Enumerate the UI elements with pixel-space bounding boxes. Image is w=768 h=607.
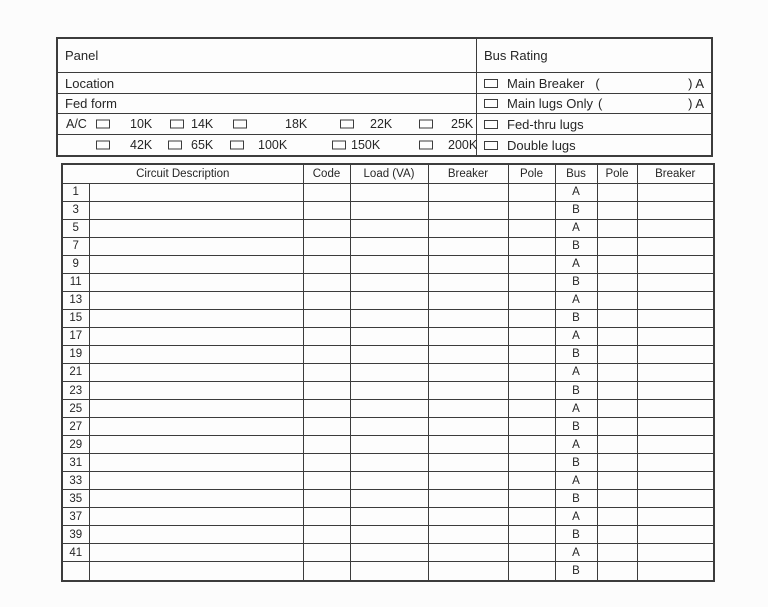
ac-18k-checkbox[interactable]	[233, 120, 247, 129]
breaker-right-cell	[637, 508, 714, 526]
main-breaker-label: Main Breaker	[507, 75, 585, 91]
bus-cell: B	[555, 526, 597, 544]
circuit-description-cell	[89, 508, 303, 526]
ac-18k-label: 18K	[285, 117, 308, 131]
fed-from-field-label: Fed form	[65, 96, 118, 111]
breaker-left-cell	[428, 562, 508, 581]
breaker-right-cell	[637, 544, 714, 562]
circuit-description-cell	[89, 309, 303, 327]
load-cell	[350, 201, 428, 219]
code-cell	[303, 327, 350, 345]
fed-thru-lugs-option	[477, 113, 711, 134]
double-lugs-label: Double lugs	[507, 137, 576, 153]
pole-left-cell	[508, 454, 555, 472]
circuit-number-cell: 19	[62, 345, 89, 363]
pole-left-cell	[508, 219, 555, 237]
bus-cell: A	[555, 255, 597, 273]
breaker-right-cell	[637, 490, 714, 508]
pole-left-cell	[508, 255, 555, 273]
code-cell	[303, 508, 350, 526]
header-breaker-right: Breaker	[637, 164, 714, 183]
main-breaker-checkbox[interactable]	[484, 79, 498, 88]
circuit-number-cell: 33	[62, 472, 89, 490]
circuit-description-cell	[89, 418, 303, 436]
pole-left-cell	[508, 309, 555, 327]
circuit-row	[62, 255, 714, 273]
breaker-left-cell	[428, 418, 508, 436]
circuit-number-cell: 37	[62, 508, 89, 526]
bus-cell: A	[555, 183, 597, 201]
main-lugs-only-label: Main lugs Only	[507, 96, 593, 111]
circuit-description-cell	[89, 255, 303, 273]
main-lugs-only-option	[477, 93, 711, 113]
bus-rating-label: Bus Rating	[484, 48, 548, 63]
breaker-left-cell	[428, 345, 508, 363]
circuit-row	[62, 327, 714, 345]
breaker-left-cell	[428, 382, 508, 400]
breaker-left-cell	[428, 436, 508, 454]
ac-22k-checkbox[interactable]	[340, 120, 354, 129]
circuit-row	[62, 382, 714, 400]
breaker-left-cell	[428, 183, 508, 201]
fed-thru-lugs-label: Fed-thru lugs	[507, 116, 584, 132]
code-cell	[303, 255, 350, 273]
circuit-row	[62, 472, 714, 490]
circuit-number-cell: 13	[62, 291, 89, 309]
ac-rating-row-1	[58, 113, 477, 134]
bus-cell: B	[555, 309, 597, 327]
pole-left-cell	[508, 526, 555, 544]
ac-22k-label: 22K	[370, 117, 393, 131]
pole-right-cell	[597, 562, 637, 581]
circuit-number-cell: 41	[62, 544, 89, 562]
breaker-left-cell	[428, 255, 508, 273]
code-cell	[303, 291, 350, 309]
code-cell	[303, 472, 350, 490]
circuit-number-cell: 3	[62, 201, 89, 219]
pole-right-cell	[597, 183, 637, 201]
pole-left-cell	[508, 291, 555, 309]
circuit-row	[62, 291, 714, 309]
pole-right-cell	[597, 436, 637, 454]
code-cell	[303, 237, 350, 255]
circuit-number-cell: 25	[62, 400, 89, 418]
load-cell	[350, 382, 428, 400]
breaker-left-cell	[428, 508, 508, 526]
circuit-row	[62, 219, 714, 237]
pole-left-cell	[508, 436, 555, 454]
pole-left-cell	[508, 201, 555, 219]
load-cell	[350, 255, 428, 273]
bus-cell: A	[555, 436, 597, 454]
bus-cell: B	[555, 201, 597, 219]
bus-cell: A	[555, 400, 597, 418]
pole-right-cell	[597, 237, 637, 255]
ac-42k-label: 42K	[130, 138, 153, 152]
bus-cell: B	[555, 490, 597, 508]
pole-left-cell	[508, 345, 555, 363]
circuit-number-cell: 7	[62, 237, 89, 255]
bus-cell: A	[555, 219, 597, 237]
pole-left-cell	[508, 508, 555, 526]
breaker-right-cell	[637, 219, 714, 237]
load-cell	[350, 508, 428, 526]
header-bus: Bus	[555, 164, 597, 183]
ac-42k-checkbox[interactable]	[96, 141, 110, 150]
breaker-left-cell	[428, 327, 508, 345]
pole-left-cell	[508, 472, 555, 490]
pole-left-cell	[508, 544, 555, 562]
ac-10k-checkbox[interactable]	[96, 120, 110, 129]
pole-right-cell	[597, 327, 637, 345]
load-cell	[350, 400, 428, 418]
circuit-description-cell	[89, 562, 303, 581]
circuit-row	[62, 436, 714, 454]
main-breaker-paren-close: ) A	[688, 75, 704, 91]
circuit-description-cell	[89, 544, 303, 562]
pole-right-cell	[597, 472, 637, 490]
code-cell	[303, 201, 350, 219]
circuit-row	[62, 562, 714, 581]
breaker-right-cell	[637, 454, 714, 472]
load-cell	[350, 526, 428, 544]
main-breaker-paren-open: (	[595, 75, 600, 91]
pole-right-cell	[597, 382, 637, 400]
circuit-description-cell	[89, 400, 303, 418]
ac-150k-checkbox[interactable]	[332, 141, 346, 150]
pole-right-cell	[597, 508, 637, 526]
location-field	[58, 72, 477, 93]
load-cell	[350, 309, 428, 327]
breaker-left-cell	[428, 526, 508, 544]
bus-cell: B	[555, 454, 597, 472]
pole-left-cell	[508, 363, 555, 381]
circuit-description-cell	[89, 291, 303, 309]
pole-right-cell	[597, 345, 637, 363]
ac-65k-checkbox[interactable]	[168, 141, 182, 150]
code-cell	[303, 418, 350, 436]
code-cell	[303, 544, 350, 562]
circuit-description-cell	[89, 382, 303, 400]
ac-150k-label: 150K	[351, 138, 381, 152]
breaker-left-cell	[428, 273, 508, 291]
breaker-right-cell	[637, 562, 714, 581]
circuit-schedule-table	[61, 163, 715, 582]
breaker-left-cell	[428, 219, 508, 237]
circuit-description-cell	[89, 273, 303, 291]
bus-rating-header	[477, 39, 711, 72]
header-code: Code	[303, 164, 350, 183]
panel-info-box	[56, 37, 713, 157]
circuit-row	[62, 273, 714, 291]
code-cell	[303, 183, 350, 201]
circuit-number-cell: 31	[62, 454, 89, 472]
code-cell	[303, 526, 350, 544]
load-cell	[350, 562, 428, 581]
circuit-number-cell: 11	[62, 273, 89, 291]
circuit-number-cell: 35	[62, 490, 89, 508]
breaker-right-cell	[637, 201, 714, 219]
breaker-right-cell	[637, 382, 714, 400]
ac-label: A/C	[66, 117, 87, 131]
circuit-row	[62, 508, 714, 526]
pole-right-cell	[597, 201, 637, 219]
circuit-row	[62, 490, 714, 508]
pole-right-cell	[597, 291, 637, 309]
ac-200k-checkbox[interactable]	[419, 141, 433, 150]
code-cell	[303, 490, 350, 508]
load-cell	[350, 183, 428, 201]
circuit-number-cell: 5	[62, 219, 89, 237]
table-header-row	[62, 164, 714, 183]
breaker-right-cell	[637, 526, 714, 544]
double-lugs-option	[477, 134, 711, 155]
breaker-right-cell	[637, 363, 714, 381]
breaker-right-cell	[637, 436, 714, 454]
load-cell	[350, 327, 428, 345]
breaker-right-cell	[637, 183, 714, 201]
circuit-description-cell	[89, 219, 303, 237]
header-pole-right: Pole	[597, 164, 637, 183]
load-cell	[350, 454, 428, 472]
circuit-row	[62, 183, 714, 201]
pole-left-cell	[508, 183, 555, 201]
double-lugs-checkbox[interactable]	[484, 141, 498, 150]
circuit-row	[62, 400, 714, 418]
code-cell	[303, 454, 350, 472]
circuit-number-cell: 39	[62, 526, 89, 544]
breaker-right-cell	[637, 400, 714, 418]
header-circuit-description: Circuit Description	[62, 164, 303, 183]
breaker-left-cell	[428, 454, 508, 472]
circuit-row	[62, 418, 714, 436]
fed-from-field	[58, 93, 477, 113]
circuit-row	[62, 345, 714, 363]
circuit-row	[62, 201, 714, 219]
header-load-va: Load (VA)	[350, 164, 428, 183]
load-cell	[350, 418, 428, 436]
bus-cell: A	[555, 291, 597, 309]
code-cell	[303, 382, 350, 400]
pole-right-cell	[597, 490, 637, 508]
breaker-left-cell	[428, 490, 508, 508]
circuit-description-cell	[89, 490, 303, 508]
code-cell	[303, 219, 350, 237]
breaker-right-cell	[637, 327, 714, 345]
circuit-row	[62, 309, 714, 327]
circuit-description-cell	[89, 454, 303, 472]
circuit-description-cell	[89, 201, 303, 219]
code-cell	[303, 309, 350, 327]
bus-cell: A	[555, 544, 597, 562]
breaker-left-cell	[428, 309, 508, 327]
circuit-description-cell	[89, 327, 303, 345]
bus-cell: B	[555, 273, 597, 291]
load-cell	[350, 219, 428, 237]
load-cell	[350, 363, 428, 381]
load-cell	[350, 472, 428, 490]
pole-right-cell	[597, 400, 637, 418]
circuit-number-cell: 27	[62, 418, 89, 436]
main-breaker-option	[477, 72, 711, 93]
location-field-label: Location	[65, 75, 115, 91]
circuit-row	[62, 526, 714, 544]
circuit-description-cell	[89, 183, 303, 201]
ac-14k-label: 14K	[191, 117, 214, 131]
load-cell	[350, 544, 428, 562]
pole-left-cell	[508, 237, 555, 255]
breaker-right-cell	[637, 309, 714, 327]
breaker-left-cell	[428, 237, 508, 255]
breaker-left-cell	[428, 363, 508, 381]
pole-right-cell	[597, 544, 637, 562]
circuit-table-body	[62, 183, 714, 581]
bus-cell: A	[555, 327, 597, 345]
breaker-left-cell	[428, 291, 508, 309]
pole-right-cell	[597, 219, 637, 237]
fed-thru-lugs-checkbox[interactable]	[484, 120, 498, 129]
load-cell	[350, 436, 428, 454]
bus-cell: A	[555, 363, 597, 381]
bus-cell: A	[555, 508, 597, 526]
bus-cell: B	[555, 418, 597, 436]
pole-right-cell	[597, 273, 637, 291]
ac-100k-label: 100K	[258, 138, 288, 152]
pole-left-cell	[508, 400, 555, 418]
breaker-right-cell	[637, 418, 714, 436]
circuit-number-cell: 29	[62, 436, 89, 454]
main-lugs-only-paren-close: ) A	[688, 96, 704, 111]
bus-cell: B	[555, 237, 597, 255]
load-cell	[350, 345, 428, 363]
breaker-right-cell	[637, 237, 714, 255]
pole-right-cell	[597, 418, 637, 436]
pole-left-cell	[508, 490, 555, 508]
pole-left-cell	[508, 418, 555, 436]
breaker-right-cell	[637, 291, 714, 309]
ac-25k-label: 25K	[451, 117, 474, 131]
pole-right-cell	[597, 454, 637, 472]
panel-field-label: Panel	[65, 48, 99, 63]
breaker-left-cell	[428, 201, 508, 219]
code-cell	[303, 363, 350, 381]
bus-cell: B	[555, 345, 597, 363]
load-cell	[350, 490, 428, 508]
breaker-left-cell	[428, 544, 508, 562]
main-lugs-only-paren-open: (	[597, 96, 603, 111]
circuit-description-cell	[89, 363, 303, 381]
circuit-number-cell: 15	[62, 309, 89, 327]
circuit-description-cell	[89, 526, 303, 544]
circuit-number-cell: 23	[62, 382, 89, 400]
bus-cell: A	[555, 472, 597, 490]
header-breaker-left: Breaker	[428, 164, 508, 183]
ac-10k-label: 10K	[130, 117, 153, 131]
circuit-number-cell: 9	[62, 255, 89, 273]
circuit-description-cell	[89, 345, 303, 363]
load-cell	[350, 273, 428, 291]
circuit-description-cell	[89, 472, 303, 490]
circuit-row	[62, 544, 714, 562]
circuit-number-cell	[62, 562, 89, 581]
circuit-number-cell: 21	[62, 363, 89, 381]
breaker-left-cell	[428, 400, 508, 418]
pole-right-cell	[597, 255, 637, 273]
load-cell	[350, 291, 428, 309]
bus-cell: B	[555, 382, 597, 400]
ac-rating-row-2	[58, 134, 477, 155]
circuit-row	[62, 363, 714, 381]
circuit-row	[62, 454, 714, 472]
code-cell	[303, 436, 350, 454]
circuit-description-cell	[89, 237, 303, 255]
panel-field	[58, 39, 477, 72]
pole-left-cell	[508, 327, 555, 345]
breaker-right-cell	[637, 273, 714, 291]
circuit-description-cell	[89, 436, 303, 454]
bus-cell: B	[555, 562, 597, 581]
breaker-right-cell	[637, 472, 714, 490]
header-pole-left: Pole	[508, 164, 555, 183]
pole-left-cell	[508, 562, 555, 581]
pole-left-cell	[508, 273, 555, 291]
code-cell	[303, 273, 350, 291]
ac-65k-label: 65K	[191, 138, 214, 152]
breaker-left-cell	[428, 472, 508, 490]
ac-200k-label: 200K	[448, 138, 478, 152]
breaker-right-cell	[637, 255, 714, 273]
pole-right-cell	[597, 363, 637, 381]
circuit-number-cell: 1	[62, 183, 89, 201]
ac-14k-checkbox[interactable]	[170, 120, 184, 129]
circuit-number-cell: 17	[62, 327, 89, 345]
pole-left-cell	[508, 382, 555, 400]
ac-25k-checkbox[interactable]	[419, 120, 433, 129]
code-cell	[303, 345, 350, 363]
ac-100k-checkbox[interactable]	[230, 141, 244, 150]
main-lugs-only-checkbox[interactable]	[484, 99, 498, 108]
pole-right-cell	[597, 526, 637, 544]
code-cell	[303, 400, 350, 418]
breaker-right-cell	[637, 345, 714, 363]
pole-right-cell	[597, 309, 637, 327]
code-cell	[303, 562, 350, 581]
circuit-row	[62, 237, 714, 255]
load-cell	[350, 237, 428, 255]
